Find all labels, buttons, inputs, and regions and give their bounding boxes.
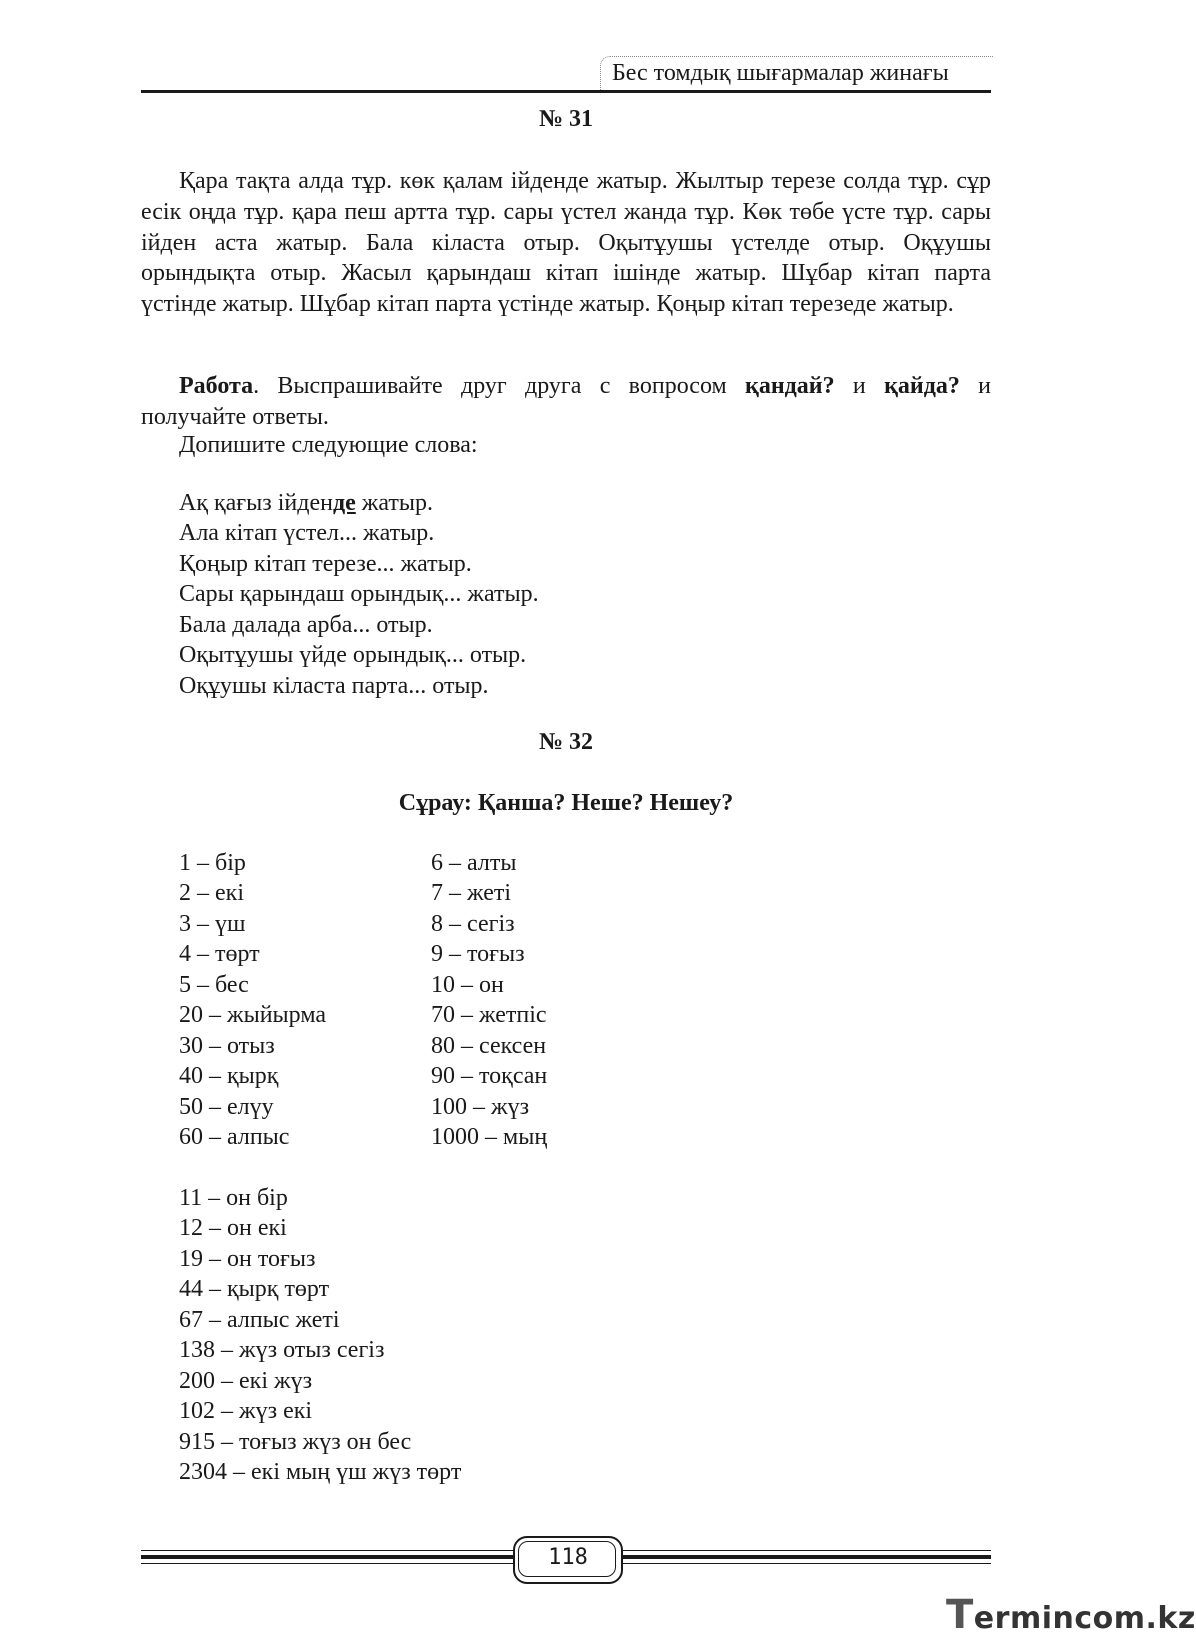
number-item: 30 – отыз: [179, 1033, 275, 1059]
compound-number: 19 – он тоғыз: [179, 1246, 316, 1272]
number-item: 8 – сегіз: [431, 911, 515, 937]
compound-number: 138 – жүз отыз сегіз: [179, 1337, 385, 1363]
example-suffix: де: [332, 490, 356, 516]
number-item: 90 – тоқсан: [431, 1063, 548, 1089]
question-kaida: қайда?: [884, 373, 960, 399]
sentence: Бала далада арба... отыр.: [179, 612, 433, 638]
exercise-31-text: Қара тақта алда тұр. көк қалам ійденде жатыр. Жылтыр терезе солда тұр. сұр есік оңда тұр. қара пеш артта тұр. сары үстел жанда тұр. Көк төбе үсте тұр. сары ійден аста жатыр. Бала кіласта отыр. Оқытұушы үстелде отыр. Оқұушы орындықта отыр. Жасыл қарындаш кітап ішінде жатыр. Шұбар кітап парта үстінде жатыр. Шұбар кітап парта үстінде жатыр. Қоңыр кітап терезеде жатыр.: [141, 168, 991, 318]
number-item: 60 – алпыс: [179, 1124, 290, 1150]
number-item: 2 – екі: [179, 880, 244, 906]
watermark-logo: Termincom.kz: [946, 1592, 1196, 1638]
task-text-1: . Выспрашивайте друг друга с вопросом: [253, 373, 745, 399]
task-label: Работа: [179, 373, 254, 399]
compound-number: 12 – он екі: [179, 1215, 287, 1241]
number-item: 9 – тоғыз: [431, 941, 525, 967]
number-item: 1000 – мың: [431, 1124, 548, 1150]
compound-number: 67 – алпыс жеті: [179, 1307, 340, 1333]
compound-number: 102 – жүз екі: [179, 1398, 313, 1424]
task-and: и: [834, 373, 885, 399]
exercise-32-number: № 32: [538, 729, 594, 755]
number-item: 10 – он: [431, 972, 504, 998]
running-header: Бес томдық шығармалар жинағы: [612, 60, 949, 86]
number-item: 5 – бес: [179, 972, 249, 998]
exercise-32-title: Сұрау: Қанша? Неше? Нешеу?: [398, 790, 734, 816]
compound-number: 2304 – екі мың үш жүз төрт: [179, 1459, 462, 1485]
number-item: 80 – сексен: [431, 1033, 547, 1059]
question-kandai: қандай?: [744, 373, 835, 399]
number-item: 6 – алты: [431, 850, 517, 876]
compound-number: 915 – тоғыз жүз он бес: [179, 1429, 412, 1455]
example-pre: Ақ қағыз ійден: [179, 490, 333, 516]
sentence: Оқұушы кіласта парта... отыр.: [179, 673, 489, 699]
number-item: 7 – жеті: [431, 880, 512, 906]
number-item: 50 – елүу: [179, 1094, 274, 1120]
number-item: 100 – жүз: [431, 1094, 530, 1120]
instruction: Допишите следующие слова:: [179, 432, 478, 458]
number-item: 70 – жетпіс: [431, 1002, 547, 1028]
sentence: Ала кітап үстел... жатыр.: [179, 520, 435, 546]
example-post: жатыр.: [355, 490, 434, 516]
sentence: Оқытұушы үйде орындық... отыр.: [179, 642, 527, 668]
page-number: 118: [548, 1545, 588, 1570]
compound-number: 200 – екі жүз: [179, 1368, 313, 1394]
number-item: 4 – төрт: [179, 941, 260, 967]
number-item: 3 – үш: [179, 911, 246, 937]
sentence: Сары қарындаш орындық... жатыр.: [179, 581, 539, 607]
compound-number: 44 – қырқ төрт: [179, 1276, 330, 1302]
task-text-2: и получайте ответы.: [141, 373, 992, 430]
example-sentence: [179, 490, 433, 517]
number-item: 1 – бір: [179, 850, 246, 876]
sentence: Қоңыр кітап терезе... жатыр.: [179, 551, 472, 577]
compound-number: 11 – он бір: [179, 1185, 288, 1211]
number-item: 20 – жыйырма: [179, 1002, 326, 1028]
header-rule: [141, 90, 991, 93]
exercise-31-task: [141, 371, 991, 433]
number-item: 40 – қырқ: [179, 1063, 279, 1089]
exercise-31-number: № 31: [538, 106, 594, 132]
